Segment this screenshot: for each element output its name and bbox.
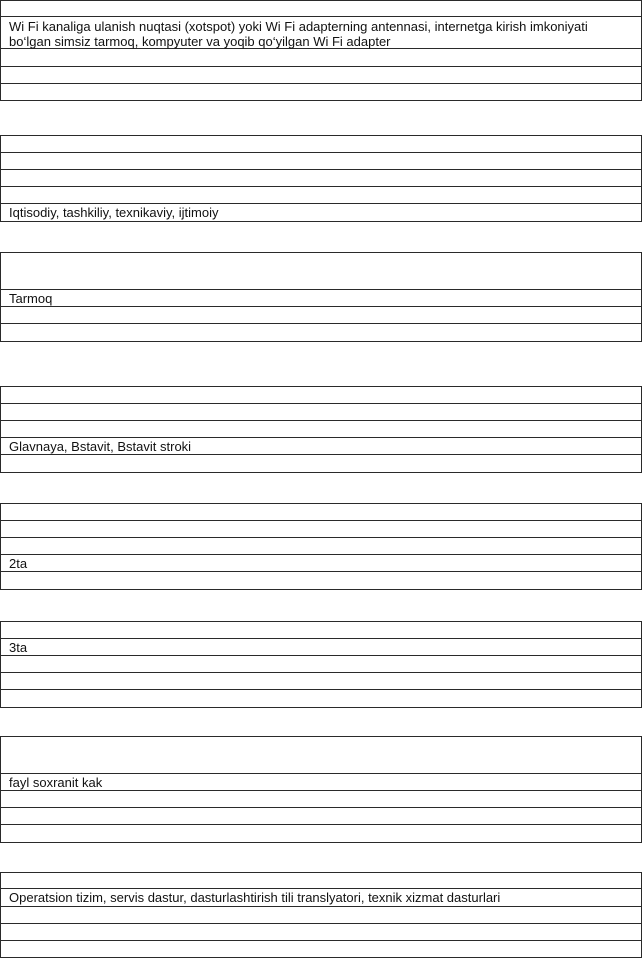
answer-row — [0, 924, 642, 941]
question-block-5 — [0, 503, 643, 590]
answer-row — [0, 621, 642, 639]
answer-row — [0, 455, 642, 473]
answer-row — [0, 153, 642, 170]
answer-row — [0, 135, 642, 153]
answer-row — [0, 538, 642, 555]
answer-row — [0, 0, 642, 17]
question-block-3 — [0, 252, 643, 342]
answer-row: fayl soxranit kak — [0, 774, 642, 791]
answer-row — [0, 404, 642, 421]
answer-row — [0, 252, 642, 290]
answer-row — [0, 84, 642, 101]
answer-row — [0, 941, 642, 958]
question-block-6 — [0, 621, 643, 708]
answer-row — [0, 872, 642, 889]
answer-row: Iqtisodiy, tashkiliy, texnikaviy, ijtimoiy — [0, 204, 642, 222]
answer-row — [0, 386, 642, 404]
answer-row — [0, 572, 642, 590]
answer-row: 2ta — [0, 555, 642, 572]
answer-row — [0, 690, 642, 708]
answer-row: 3ta — [0, 639, 642, 656]
answer-row — [0, 324, 642, 342]
question-block-8 — [0, 872, 643, 958]
answer-row — [0, 503, 642, 521]
answer-row: Tarmoq — [0, 290, 642, 307]
question-block-1 — [0, 0, 643, 101]
answer-row — [0, 656, 642, 673]
answer-row — [0, 421, 642, 438]
answer-row — [0, 736, 642, 774]
answer-row — [0, 170, 642, 187]
question-block-2 — [0, 135, 643, 222]
answer-row — [0, 808, 642, 825]
answer-row — [0, 187, 642, 204]
answer-row — [0, 67, 642, 84]
answer-row — [0, 307, 642, 324]
answer-row: Glavnaya, Bstavit, Bstavit stroki — [0, 438, 642, 455]
answer-row — [0, 825, 642, 843]
answer-row — [0, 521, 642, 538]
answer-row — [0, 907, 642, 924]
answer-row: Wi Fi kanaliga ulanish nuqtasi (xotspot) yoki Wi Fi adapterning antennasi, internetga kirish imkoniyati bo‘lgan simsiz tarmoq, kompyuter va yoqib qo‘yilgan Wi Fi adapter — [0, 17, 642, 49]
answer-row — [0, 791, 642, 808]
question-block-7 — [0, 736, 643, 843]
answer-row: Operatsion tizim, servis dastur, dasturlashtirish tili translyatori, texnik xizmat dasturlari — [0, 889, 642, 907]
answer-row — [0, 49, 642, 67]
question-block-4 — [0, 386, 643, 473]
answer-row — [0, 673, 642, 690]
